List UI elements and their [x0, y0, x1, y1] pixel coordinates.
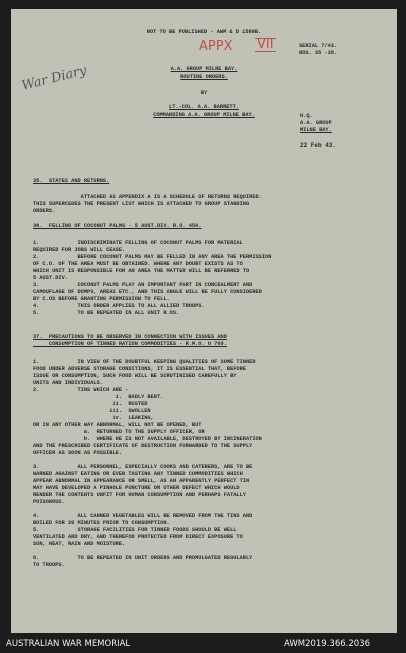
order-line: 35. STATES AND RETURNS.	[33, 178, 110, 184]
order-line: SUN, HEAT, RAIN AND MOISTURE.	[33, 541, 126, 547]
footer-accession: AWM2019.366.2036	[284, 639, 370, 649]
order-line: 37. PRECAUTIONS TO BE OBSERVED IN CONNECTION WITH ISSUES AND	[33, 334, 227, 340]
hq-line-2: A.A. GROUP	[300, 120, 332, 126]
order-line: ISSUE OR CONSUMPTION, SUCH FOOD WILL BE SCRUTINISED CAREFULLY BY	[33, 373, 237, 379]
restriction-notice: NOT TO BE PUBLISHED - AWM & D 1580B.	[146, 29, 262, 35]
order-line: POISONOUS.	[33, 499, 65, 505]
order-line: OFFICER AS SOON AS POSSIBLE.	[33, 450, 123, 456]
order-line: 5. TO BE REPEATED IN ALL UNIT R.OS.	[33, 310, 180, 316]
hq-line-3: MILNE BAY.	[300, 127, 332, 133]
order-line: 4. THIS ORDER APPLIES TO ALL ALLIED TROOPS.	[33, 303, 205, 309]
order-line: i. BADLY BENT.	[33, 394, 164, 400]
order-line: ORDERS.	[33, 208, 56, 214]
order-line: 4. ALL CANNED VEGETABLES WILL BE REMOVED FROM THE TINS AND	[33, 513, 253, 519]
order-line: iii. SWOLLEN	[33, 408, 151, 414]
order-line: WARNED AGAINST EATING OR EVEN TASTING ANY TINNED COMMODITIES WHICH	[33, 471, 243, 477]
order-line: BOILED FOR 20 MINUTES PRIOR TO CONSUMPTION.	[33, 520, 170, 526]
document-page	[11, 9, 397, 633]
order-line: 3. COCONUT PALMS PLAY AN IMPORTANT PART IN CONCEALMENT AND	[33, 282, 253, 288]
order-line: REQUIRED FOR JOBS WILL CEASE.	[33, 247, 126, 253]
order-line: CAMOUFLAGE OF DUMPS, AREAS ETC., AND THIS ANGLE WILL BE FULLY CONSIDERED	[33, 289, 262, 295]
order-numbers: NOS. 35 -38.	[299, 50, 338, 56]
order-line: UNITS AND INDIVIDUALS.	[33, 380, 103, 386]
order-line: TO TROOPS.	[33, 562, 65, 568]
document-type: ROUTINE ORDERS.	[180, 74, 228, 80]
by-line: BY	[200, 90, 208, 96]
appendix-stamp: APPX	[199, 39, 233, 54]
order-line: ATTACHED AS APPENDIX A IS A SCHEDULE OF RETURNS REQUIRED.	[33, 194, 262, 200]
hq-line-1: H.Q.	[300, 113, 313, 119]
issuing-officer: LT.-COL. A.A. BARRETT.	[169, 104, 239, 110]
serial-number: SERIAL 7/43.	[299, 43, 338, 49]
order-line: 2. TINS WHICH ARE -	[33, 387, 129, 393]
order-line: 6. TO BE REPEATED IN UNIT ORDERS AND PROMULGATED REGULARLY	[33, 555, 253, 561]
order-line: CONSUMPTION OF TINNED RATION COMMODITIES - R.M.O. O 709.	[33, 341, 227, 347]
order-line: BY C.OS BEFORE GRANTING PERMISSION TO FELL.	[33, 296, 170, 302]
order-line: OF C.O. OF THE AREA MUST BE OBTAINED. WHERE ANY DOUBT EXISTS AS TO	[33, 261, 243, 267]
order-line: 5 AUST.DIV.	[33, 275, 68, 281]
order-line: VENTILATED AND DRY, AND THEREFOD PROTECTED FROM DIRECT EXPOSURE TO	[33, 534, 243, 540]
order-line: 3. ALL PERSONNEL, ESPECIALLY COOKS AND CATERERS, ARE TO BE	[33, 464, 253, 470]
officer-command: COMMANDING A.A. GROUP MILNE BAY.	[153, 112, 255, 118]
order-line: THIS SUPERCEDES THE PRESENT LIST WHICH IS ATTACHED TO GROUP STANDING	[33, 201, 250, 207]
order-line: 1. INDISCRIMINATE FELLING OF COCONUT PALMS FOR MATERIAL	[33, 240, 243, 246]
order-line: OR IN ANY OTHER WAY ABNORMAL, WILL NOT BE OPENED, BUT	[33, 422, 202, 428]
order-line: WHICH UNIT IS RESPONSIBLE FOR AN AREA THE MATTER WILL BE REFERRED TO	[33, 268, 250, 274]
order-line: ii. RUSTED	[33, 401, 148, 407]
order-line: APPEAR ABNORMAL IN APPEARANCE OR SMELL, AS AN APPARENTLY PERFECT TIN	[33, 478, 250, 484]
document-date: 22 Feb 43.	[300, 142, 337, 149]
order-line: 1. IN VIEW OF THE DOUBTFUL KEEPING QUALITIES OF SOME TINNED	[33, 359, 256, 365]
order-line: iv. LEAKING,	[33, 415, 154, 421]
order-line: FOOD UNDER ADVERSE STORAGE CONDITIONS, IT IS ESSENTIAL THAT, BEFORE	[33, 366, 246, 372]
handwritten-annotation: War Diary	[20, 63, 89, 94]
order-line: AND THE PRESCRIBED CERTIFICATE OF DESTRUCTION FORWARDED TO THE SUPPLY	[33, 443, 253, 449]
unit-name: A.A. GROUP MILNE BAY.	[170, 66, 238, 72]
order-line: RENDER THE CONTENTS UNFIT FOR HUMAN CONSUMPTION AND PERHAPS FATALLY	[33, 492, 246, 498]
order-line: a. RETURNED TO THE SUPPLY OFFICER, OR	[33, 429, 205, 435]
order-line: 2. BEFORE COCONUT PALMS MAY BE FELLED IN ANY AREA THE PERMISSION	[33, 254, 272, 260]
footer-source: AUSTRALIAN WAR MEMORIAL	[6, 639, 131, 649]
order-line: MAY HAVE DEVELOPED A PINHOLE PUNCTURE OR OTHER DEFECT WHICH WOULD	[33, 485, 240, 491]
appendix-number: VII	[257, 37, 274, 52]
order-line: 5. STORAGE FACILITIES FOR TINNED FOODS SHOULD BE WELL	[33, 527, 237, 533]
order-line: b. WHERE HE IS NOT AVAILABLE, DESTROYED BY INCINERATION	[33, 436, 262, 442]
order-line: 36. FELLING OF COCONUT PALMS - 5 AUST.DIV. R.O. 450.	[33, 223, 202, 229]
